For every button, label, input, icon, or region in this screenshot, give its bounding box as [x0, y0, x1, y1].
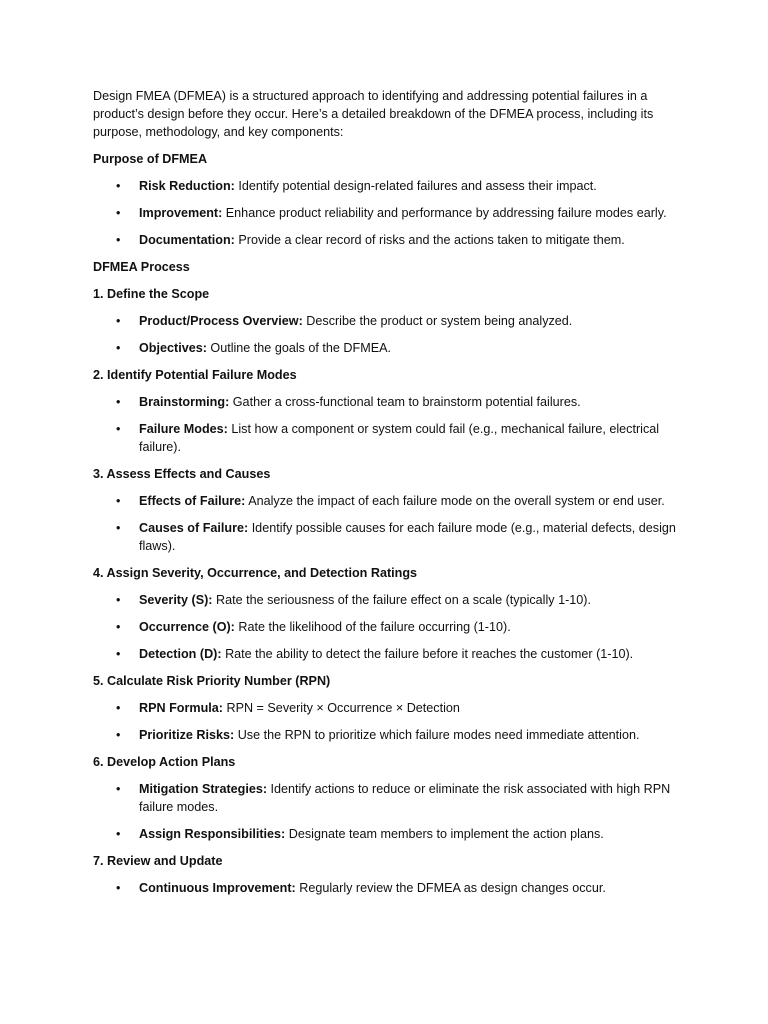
item-text: Gather a cross-functional team to brainstorm potential failures.	[232, 395, 581, 409]
step-list	[93, 312, 683, 357]
item-text: Identify possible causes for each failure mode (e.g., material defects, design flaws).	[139, 521, 676, 553]
bullet-icon: •	[116, 881, 121, 895]
item-text: Regularly review the DFMEA as design changes occur.	[299, 881, 606, 895]
item-term: Documentation:	[139, 233, 235, 247]
list-item	[93, 879, 683, 897]
bullet-icon: •	[116, 395, 121, 409]
list-item	[93, 519, 683, 555]
bullet-icon: •	[116, 827, 121, 841]
item-term: Failure Modes:	[139, 422, 228, 436]
list-item	[93, 312, 683, 330]
list-item	[93, 177, 683, 195]
item-term: Prioritize Risks:	[139, 728, 235, 742]
item-term: Brainstorming:	[139, 395, 230, 409]
list-item	[93, 231, 683, 249]
item-text: Provide a clear record of risks and the actions taken to mitigate them.	[238, 233, 625, 247]
item-text: Describe the product or system being analyzed.	[306, 314, 573, 328]
section-heading-purpose: Purpose of DFMEA	[93, 152, 208, 166]
item-text: RPN = Severity × Occurrence × Detection	[226, 701, 460, 715]
item-text: Rate the ability to detect the failure before it reaches the customer (1-10).	[225, 647, 634, 661]
list-item	[93, 726, 683, 744]
item-text: Rate the seriousness of the failure effect on a scale (typically 1-10).	[216, 593, 591, 607]
bullet-icon: •	[116, 701, 121, 715]
item-term: Improvement:	[139, 206, 223, 220]
bullet-icon: •	[116, 494, 121, 508]
intro-paragraph: Design FMEA (DFMEA) is a structured approach to identifying and addressing potential failures in a product’s design before they occur. Here’s a detailed breakdown of the DFMEA process, including its purpose, methodology, and key components:	[93, 89, 654, 139]
item-text: List how a component or system could fail (e.g., mechanical failure, electrical failure).	[139, 422, 660, 454]
list-item	[93, 393, 683, 411]
step-heading: 3. Assess Effects and Causes	[93, 467, 271, 481]
step-heading: 5. Calculate Risk Priority Number (RPN)	[93, 674, 331, 688]
purpose-list	[93, 177, 683, 249]
list-item	[93, 780, 683, 816]
item-text: Use the RPN to prioritize which failure modes need immediate attention.	[237, 728, 640, 742]
item-text: Analyze the impact of each failure mode on the overall system or end user.	[248, 494, 665, 508]
item-text: Identify actions to reduce or eliminate the risk associated with high RPN failure modes.	[139, 782, 671, 814]
section-heading-process: DFMEA Process	[93, 260, 190, 274]
bullet-icon: •	[116, 593, 121, 607]
bullet-icon: •	[116, 620, 121, 634]
step-heading: 2. Identify Potential Failure Modes	[93, 368, 297, 382]
step-list	[93, 780, 683, 843]
bullet-icon: •	[116, 647, 121, 661]
item-term: Product/Process Overview:	[139, 314, 303, 328]
item-term: Objectives:	[139, 341, 207, 355]
item-term: Occurrence (O):	[139, 620, 235, 634]
item-term: Detection (D):	[139, 647, 222, 661]
item-text: Outline the goals of the DFMEA.	[210, 341, 392, 355]
item-term: Causes of Failure:	[139, 521, 249, 535]
item-term: Continuous Improvement:	[139, 881, 296, 895]
step-heading: 1. Define the Scope	[93, 287, 210, 301]
item-term: Assign Responsibilities:	[139, 827, 286, 841]
item-term: Effects of Failure:	[139, 494, 246, 508]
item-text: Designate team members to implement the action plans.	[288, 827, 604, 841]
list-item	[93, 618, 683, 636]
list-item	[93, 645, 683, 663]
bullet-icon: •	[116, 341, 121, 355]
step-heading: 7. Review and Update	[93, 854, 223, 868]
bullet-icon: •	[116, 521, 121, 535]
item-term: RPN Formula:	[139, 701, 223, 715]
list-item	[93, 204, 683, 222]
step-list	[93, 699, 683, 744]
list-item	[93, 492, 683, 510]
bullet-icon: •	[116, 422, 121, 436]
step-list	[93, 492, 683, 555]
list-item	[93, 339, 683, 357]
item-term: Risk Reduction:	[139, 179, 235, 193]
bullet-icon: •	[116, 233, 121, 247]
list-item	[93, 420, 683, 456]
bullet-icon: •	[116, 314, 121, 328]
list-item	[93, 825, 683, 843]
item-text: Identify potential design-related failures and assess their impact.	[238, 179, 597, 193]
document-page	[93, 87, 683, 906]
item-text: Enhance product reliability and performance by addressing failure modes early.	[225, 206, 667, 220]
bullet-icon: •	[116, 206, 121, 220]
item-term: Mitigation Strategies:	[139, 782, 268, 796]
bullet-icon: •	[116, 179, 121, 193]
step-heading: 4. Assign Severity, Occurrence, and Detection Ratings	[93, 566, 418, 580]
item-text: Rate the likelihood of the failure occurring (1-10).	[238, 620, 511, 634]
list-item	[93, 699, 683, 717]
step-list	[93, 591, 683, 663]
step-list	[93, 393, 683, 456]
step-list	[93, 879, 683, 897]
bullet-icon: •	[116, 782, 121, 796]
bullet-icon: •	[116, 728, 121, 742]
list-item	[93, 591, 683, 609]
item-term: Severity (S):	[139, 593, 213, 607]
step-heading: 6. Develop Action Plans	[93, 755, 236, 769]
